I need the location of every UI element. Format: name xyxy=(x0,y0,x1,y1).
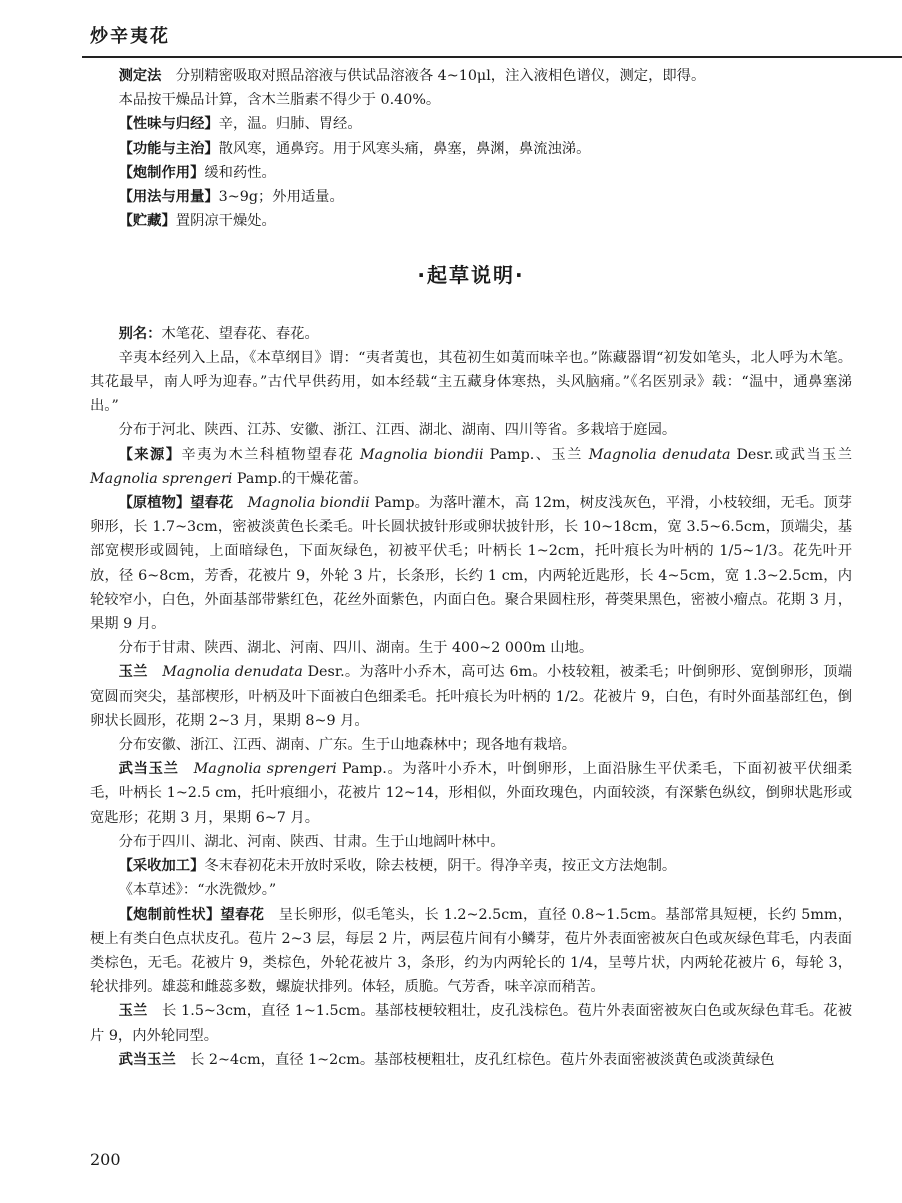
nature-paragraph xyxy=(90,112,852,136)
header-rule xyxy=(82,56,902,58)
source-text: 辛夷为木兰科植物望春花 xyxy=(181,446,361,463)
nature-label: 【性味与归经】 xyxy=(118,116,219,133)
plant-name: 望春花 xyxy=(190,495,234,512)
latin-name: Magnolia denudata xyxy=(162,664,303,681)
traits-paragraph xyxy=(90,999,852,1047)
method-text: 分别精密吸取对照品溶液与供试品溶液各 4~10μl，注入液相色谱仪，测定，即得。 xyxy=(175,68,706,84)
running-head: 炒辛夷花 xyxy=(90,26,170,47)
quote-paragraph: 《本草述》：“水洗微炒。” xyxy=(118,882,277,899)
dosage-paragraph xyxy=(90,185,852,209)
processing-effect-label: 【炮制作用】 xyxy=(118,164,205,181)
latin-name: Magnolia biondii xyxy=(247,495,370,512)
plant-paragraph xyxy=(90,660,852,733)
content-paragraph xyxy=(90,88,852,112)
plant-description: Pamp。为落叶灌木，高 12m，树皮浅灰色，平滑，小枝较细，无毛。顶芽卵形，长 1.7~3cm，密被淡黄色长柔毛。叶长圆状披针形或卵状披针形，长 10~18cm，宽 3.5~6.5cm，顶端尖，基部宽楔形或圆钝，上面暗绿色，下面灰绿色，初被平伏毛；叶柄长 1~2cm，托叶痕长为叶柄的 1/5~1/3。花先叶开放，径 6~8cm，芳香，花被片 9，外轮 3 片，长条形，长约 1 cm，内两轮近匙形，长 4~5cm，宽 1.3~2.5cm，内轮较窄小，白色，外面基部带紫红色，花丝外面紫色，内面白色。聚合果圆柱形，蓇葖果黑色，密被小瘤点。花期 3 月，果期 9 月。 xyxy=(90,495,853,633)
plant-name: 武当玉兰 xyxy=(118,761,179,778)
harvest-label: 【采收加工】 xyxy=(118,858,205,875)
section-title: ·起草说明· xyxy=(417,263,525,288)
dosage-text: 3~9g；外用适量。 xyxy=(218,189,344,206)
storage-paragraph xyxy=(90,209,852,233)
traits-paragraph xyxy=(90,903,852,1000)
latin-name: Magnolia denudata xyxy=(588,446,731,463)
plant-description: Pamp.。为落叶小乔木，叶倒卵形，上面沿脉生平伏柔毛，下面初被平伏细柔毛，叶柄长 1~2.5 cm，托叶痕细小，花被片 12~14，形相似，外面玫瑰色，内面较淡，有深紫色纵纹，倒卵状匙形或宽匙形；花期 3 月，果期 6~7 月。 xyxy=(90,761,853,826)
plant-name: 玉兰 xyxy=(118,1003,148,1020)
alias-label: 别名： xyxy=(118,325,162,342)
traits-label: 【炮制前性状】 xyxy=(118,906,221,923)
processing-effect-paragraph xyxy=(90,161,852,185)
source-text: Pamp.的干燥花蕾。 xyxy=(232,470,368,487)
function-paragraph xyxy=(90,137,852,161)
processing-effect-text: 缓和药性。 xyxy=(204,164,276,181)
traits-text: 呈长卵形，似毛笔头，长 1.2~2.5cm，直径 0.8~1.5cm。基部常具短梗，长约 5mm，梗上有类白色点状皮孔。苞片 2~3 层，每层 2 片，两层苞片间有小鳞芽，苞片外表面密被灰白色或灰绿色茸毛，内表面类棕色，无毛。花被片 9，类棕色，外轮花被片 3，条形，约为内两轮长的 1/4，呈萼片状，内两轮花被片 6，每轮 3，轮状排列。雄蕊和雌蕊多数，螺旋状排列。体轻，质脆。气芳香，味辛凉而稍苦。 xyxy=(90,906,853,996)
harvest-paragraph xyxy=(90,854,852,878)
traits-paragraph xyxy=(90,1048,852,1072)
nature-text: 辛，温。归肺、胃经。 xyxy=(218,116,362,133)
latin-name: Magnolia sprengeri xyxy=(193,761,337,778)
function-label: 【功能与主治】 xyxy=(118,140,219,157)
distribution-paragraph: 分布于四川、湖北、河南、陕西、甘肃。生于山地阔叶林中。 xyxy=(118,833,505,850)
harvest-text: 冬末春初花未开放时采收，除去枝梗，阴干。得净辛夷，按正文方法炮制。 xyxy=(204,858,677,875)
plant-paragraph xyxy=(90,757,852,830)
plant-label: 【原植物】 xyxy=(118,495,191,512)
traits-text: 长 1.5~3cm，直径 1~1.5cm。基部枝梗较粗壮，皮孔浅棕色。苞片外表面密被灰白色或灰绿色茸毛。花被片 9，内外轮同型。 xyxy=(90,1003,853,1044)
function-text: 散风寒，通鼻窍。用于风寒头痛，鼻塞，鼻渊，鼻流浊涕。 xyxy=(218,140,591,157)
plant-name: 武当玉兰 xyxy=(118,1051,176,1068)
source-text: Pamp.、玉兰 xyxy=(483,446,589,463)
plant-name: 望春花 xyxy=(220,906,265,923)
traits-text: 长 2~4cm，直径 1~2cm。基部枝梗粗壮，皮孔红棕色。苞片外表面密被淡黄色或淡黄绿色 xyxy=(175,1051,775,1068)
content-text: 本品按干燥品计算，含木兰脂素不得少于 0.40%。 xyxy=(118,92,441,109)
latin-name: Magnolia biondii xyxy=(360,446,484,463)
distribution-paragraph: 分布于河北、陕西、江苏、安徽、浙江、江西、湖北、湖南、四川等省。多栽培于庭园。 xyxy=(118,422,677,439)
source-paragraph xyxy=(90,443,852,491)
plant-paragraph xyxy=(90,491,852,636)
storage-text: 置阴凉干燥处。 xyxy=(175,213,276,230)
page-number: 200 xyxy=(90,1150,121,1169)
alias-text: 木笔花、望春花、春花。 xyxy=(161,325,319,342)
latin-name: Magnolia sprengeri xyxy=(90,470,233,487)
method-paragraph xyxy=(90,64,852,88)
source-text: Desr.或武当玉兰 xyxy=(730,446,853,463)
alias-paragraph xyxy=(90,322,852,346)
method-label: 测定法 xyxy=(118,68,162,84)
distribution-paragraph: 分布于甘肃、陕西、湖北、河南、四川、湖南。生于 400~2 000m 山地。 xyxy=(118,640,594,657)
dosage-label: 【用法与用量】 xyxy=(118,189,219,206)
source-label: 【来源】 xyxy=(118,446,182,463)
history-paragraph: 辛夷本经列入上品，《本草纲目》谓：“夷者荑也，其苞初生如荑而味辛也。”陈藏器谓“初发如笔头，北人呼为木笔。其花最早，南人呼为迎春。”古代早供药用，如本经载“主五藏身体寒热，头风脑痛。”《名医别录》载：“温中，通鼻塞涕出。” xyxy=(90,349,852,415)
plant-description: Desr.。为落叶小乔木，高可达 6m。小枝较粗，被柔毛；叶倒卵形、宽倒卵形，顶端宽圆而突尖，基部楔形，叶柄及叶下面被白色细柔毛。托叶痕长为叶柄的 1/2。花被片 9，白色，有时外面基部红色，倒卵状长圆形，花期 2~3 月，果期 8~9 月。 xyxy=(90,664,853,729)
plant-name: 玉兰 xyxy=(118,664,148,681)
distribution-paragraph: 分布安徽、浙江、江西、湖南、广东。生于山地森林中；现各地有栽培。 xyxy=(118,737,577,754)
page-content xyxy=(90,64,852,1072)
storage-label: 【贮藏】 xyxy=(118,213,176,230)
